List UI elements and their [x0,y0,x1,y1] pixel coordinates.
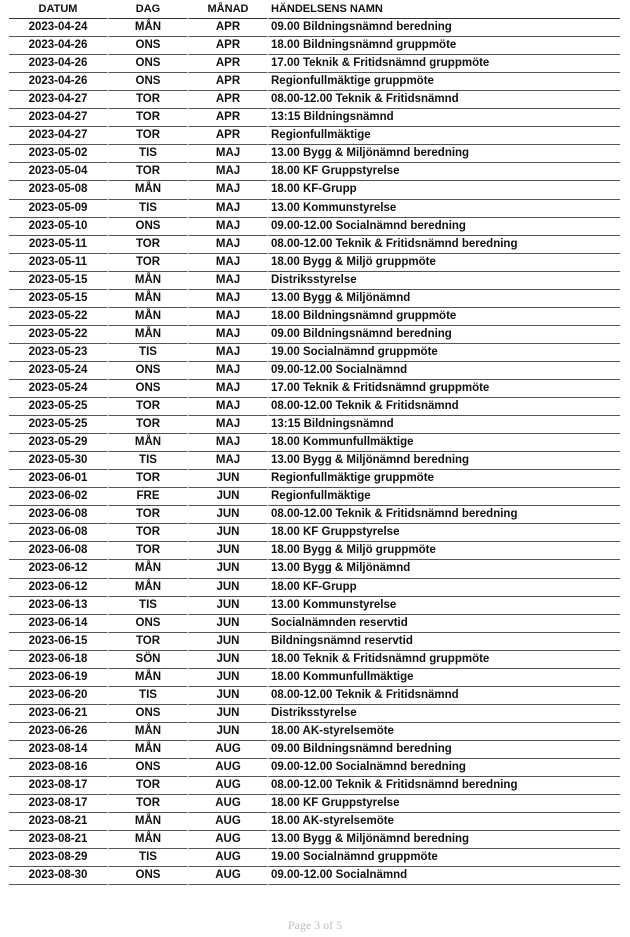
cell-month: JUN [187,542,267,560]
cell-event-name: 19.00 Socialnämnd gruppmöte [267,849,620,867]
cell-date: 2023-05-15 [9,272,107,290]
cell-day: TOR [107,91,187,109]
cell-event-name: 13:15 Bildningsnämnd [267,416,620,434]
cell-date: 2023-05-23 [9,344,107,362]
cell-date: 2023-05-11 [9,254,107,272]
cell-date: 2023-06-01 [9,470,107,488]
cell-event-name: 08.00-12.00 Teknik & Fritidsnämnd beredning [267,236,620,254]
table-row [9,91,620,109]
cell-day: TOR [107,109,187,127]
cell-month: APR [187,73,267,91]
cell-date: 2023-04-24 [9,19,107,37]
cell-date: 2023-04-26 [9,55,107,73]
cell-day: TIS [107,344,187,362]
cell-date: 2023-04-27 [9,91,107,109]
table-row [9,398,620,416]
cell-month: JUN [187,723,267,741]
cell-day: TIS [107,597,187,615]
cell-event-name: 18.00 Bygg & Miljö gruppmöte [267,542,620,560]
cell-event-name: 18.00 Kommunfullmäktige [267,669,620,687]
cell-event-name: Regionfullmäktige gruppmöte [267,73,620,91]
cell-date: 2023-06-02 [9,488,107,506]
column-header-month: MÅNAD [187,1,267,19]
cell-event-name: 17.00 Teknik & Fritidsnämnd gruppmöte [267,55,620,73]
cell-event-name: 09.00-12.00 Socialnämnd [267,362,620,380]
cell-date: 2023-06-14 [9,615,107,633]
calendar-page [9,1,620,885]
cell-date: 2023-08-30 [9,867,107,885]
cell-event-name: 08.00-12.00 Teknik & Fritidsnämnd [267,91,620,109]
cell-date: 2023-06-13 [9,597,107,615]
table-row [9,452,620,470]
cell-month: AUG [187,831,267,849]
cell-date: 2023-04-27 [9,109,107,127]
cell-event-name: 08.00-12.00 Teknik & Fritidsnämnd [267,398,620,416]
cell-day: MÅN [107,181,187,199]
cell-month: JUN [187,470,267,488]
cell-month: APR [187,55,267,73]
cell-day: TIS [107,687,187,705]
cell-date: 2023-05-29 [9,434,107,452]
cell-month: AUG [187,777,267,795]
cell-day: TOR [107,127,187,145]
cell-month: MAJ [187,362,267,380]
cell-month: MAJ [187,326,267,344]
table-row [9,597,620,615]
table-row [9,37,620,55]
table-row [9,19,620,37]
cell-month: MAJ [187,163,267,181]
cell-event-name: Regionfullmäktige gruppmöte [267,470,620,488]
cell-event-name: 18.00 Kommunfullmäktige [267,434,620,452]
cell-date: 2023-08-17 [9,777,107,795]
cell-month: MAJ [187,254,267,272]
cell-month: JUN [187,579,267,597]
cell-event-name: 18.00 Bildningsnämnd gruppmöte [267,308,620,326]
cell-date: 2023-08-21 [9,813,107,831]
cell-month: JUN [187,597,267,615]
cell-event-name: 08.00-12.00 Teknik & Fritidsnämnd [267,687,620,705]
cell-day: MÅN [107,723,187,741]
cell-day: TIS [107,200,187,218]
cell-month: AUG [187,849,267,867]
cell-day: ONS [107,380,187,398]
table-row [9,181,620,199]
cell-date: 2023-05-08 [9,181,107,199]
cell-month: MAJ [187,272,267,290]
cell-event-name: 18.00 KF Gruppstyrelse [267,524,620,542]
table-row [9,272,620,290]
cell-month: JUN [187,705,267,723]
cell-day: TOR [107,777,187,795]
cell-date: 2023-04-26 [9,73,107,91]
cell-date: 2023-06-21 [9,705,107,723]
cell-day: ONS [107,867,187,885]
table-row [9,326,620,344]
cell-event-name: 17.00 Teknik & Fritidsnämnd gruppmöte [267,380,620,398]
table-row [9,218,620,236]
cell-day: MÅN [107,669,187,687]
cell-day: TOR [107,470,187,488]
cell-month: JUN [187,633,267,651]
table-row [9,488,620,506]
table-header [9,1,620,19]
cell-date: 2023-08-21 [9,831,107,849]
cell-event-name: 18.00 AK-styrelsemöte [267,723,620,741]
cell-day: ONS [107,759,187,777]
cell-date: 2023-06-08 [9,506,107,524]
table-row [9,73,620,91]
cell-month: MAJ [187,434,267,452]
table-row [9,109,620,127]
column-header-event-name: HÄNDELSENS NAMN [267,1,620,19]
cell-month: JUN [187,560,267,578]
cell-day: ONS [107,705,187,723]
cell-month: MAJ [187,145,267,163]
cell-month: MAJ [187,218,267,236]
cell-month: AUG [187,759,267,777]
cell-month: APR [187,37,267,55]
cell-month: MAJ [187,308,267,326]
table-row [9,308,620,326]
table-row [9,741,620,759]
table-row [9,705,620,723]
table-row [9,831,620,849]
cell-date: 2023-08-29 [9,849,107,867]
cell-month: JUN [187,488,267,506]
cell-event-name: Bildningsnämnd reservtid [267,633,620,651]
cell-event-name: 13.00 Bygg & Miljönämnd beredning [267,145,620,163]
table-row [9,470,620,488]
cell-date: 2023-06-26 [9,723,107,741]
events-table [9,1,620,885]
cell-day: TIS [107,849,187,867]
cell-event-name: 18.00 Bygg & Miljö gruppmöte [267,254,620,272]
cell-day: MÅN [107,19,187,37]
cell-day: TOR [107,633,187,651]
cell-day: TOR [107,416,187,434]
cell-date: 2023-08-14 [9,741,107,759]
cell-day: TOR [107,236,187,254]
table-row [9,669,620,687]
cell-day: TOR [107,542,187,560]
cell-date: 2023-06-15 [9,633,107,651]
cell-event-name: 18.00 Teknik & Fritidsnämnd gruppmöte [267,651,620,669]
table-row [9,127,620,145]
cell-event-name: Socialnämnden reservtid [267,615,620,633]
cell-event-name: 18.00 KF Gruppstyrelse [267,163,620,181]
cell-event-name: 09.00 Bildningsnämnd beredning [267,741,620,759]
cell-event-name: 18.00 KF Gruppstyrelse [267,795,620,813]
cell-date: 2023-05-22 [9,326,107,344]
cell-day: ONS [107,362,187,380]
cell-event-name: 18.00 KF-Grupp [267,579,620,597]
cell-month: AUG [187,813,267,831]
cell-event-name: Distriksstyrelse [267,272,620,290]
page-number: Page 3 of 5 [287,918,343,932]
cell-event-name: 13:15 Bildningsnämnd [267,109,620,127]
cell-month: MAJ [187,290,267,308]
cell-event-name: 18.00 Bildningsnämnd gruppmöte [267,37,620,55]
cell-day: MÅN [107,326,187,344]
cell-month: MAJ [187,380,267,398]
cell-day: TOR [107,254,187,272]
table-row [9,795,620,813]
cell-event-name: 18.00 AK-styrelsemöte [267,813,620,831]
cell-month: JUN [187,506,267,524]
cell-day: MÅN [107,831,187,849]
cell-day: TIS [107,452,187,470]
cell-event-name: 13.00 Bygg & Miljönämnd beredning [267,452,620,470]
column-header-date: DATUM [9,1,107,19]
cell-month: MAJ [187,452,267,470]
cell-day: MÅN [107,560,187,578]
cell-day: TOR [107,398,187,416]
cell-event-name: Regionfullmäktige [267,127,620,145]
cell-event-name: 13.00 Bygg & Miljönämnd beredning [267,831,620,849]
table-row [9,687,620,705]
cell-day: MÅN [107,434,187,452]
cell-month: APR [187,127,267,145]
cell-day: ONS [107,37,187,55]
cell-date: 2023-05-25 [9,416,107,434]
table-row [9,542,620,560]
cell-event-name: 13.00 Kommunstyrelse [267,597,620,615]
table-row [9,813,620,831]
cell-day: MÅN [107,813,187,831]
cell-month: MAJ [187,344,267,362]
cell-day: ONS [107,73,187,91]
cell-day: MÅN [107,741,187,759]
table-row [9,759,620,777]
cell-month: APR [187,109,267,127]
table-row [9,560,620,578]
cell-event-name: 18.00 KF-Grupp [267,181,620,199]
cell-month: AUG [187,741,267,759]
table-body [9,19,620,885]
cell-date: 2023-04-27 [9,127,107,145]
cell-event-name: Distriksstyrelse [267,705,620,723]
cell-day: MÅN [107,272,187,290]
table-row [9,145,620,163]
cell-date: 2023-08-17 [9,795,107,813]
cell-date: 2023-06-08 [9,524,107,542]
cell-event-name: Regionfullmäktige [267,488,620,506]
cell-day: SÖN [107,651,187,669]
header-row [9,1,620,19]
cell-event-name: 09.00-12.00 Socialnämnd beredning [267,218,620,236]
cell-day: ONS [107,55,187,73]
cell-date: 2023-06-12 [9,560,107,578]
cell-date: 2023-04-26 [9,37,107,55]
cell-date: 2023-05-10 [9,218,107,236]
cell-month: MAJ [187,398,267,416]
cell-date: 2023-06-18 [9,651,107,669]
cell-event-name: 09.00-12.00 Socialnämnd beredning [267,759,620,777]
column-header-day: DAG [107,1,187,19]
cell-month: JUN [187,687,267,705]
cell-month: APR [187,91,267,109]
cell-date: 2023-05-22 [9,308,107,326]
cell-day: TOR [107,795,187,813]
cell-date: 2023-05-30 [9,452,107,470]
cell-month: JUN [187,651,267,669]
cell-month: JUN [187,524,267,542]
cell-date: 2023-05-04 [9,163,107,181]
table-row [9,524,620,542]
cell-month: JUN [187,669,267,687]
table-row [9,290,620,308]
cell-event-name: 13.00 Bygg & Miljönämnd [267,290,620,308]
cell-event-name: 08.00-12.00 Teknik & Fritidsnämnd beredning [267,777,620,795]
cell-day: ONS [107,615,187,633]
cell-date: 2023-05-15 [9,290,107,308]
cell-date: 2023-05-24 [9,362,107,380]
cell-date: 2023-05-09 [9,200,107,218]
cell-month: APR [187,19,267,37]
table-row [9,579,620,597]
cell-event-name: 08.00-12.00 Teknik & Fritidsnämnd beredning [267,506,620,524]
table-row [9,163,620,181]
cell-event-name: 19.00 Socialnämnd gruppmöte [267,344,620,362]
cell-event-name: 13.00 Bygg & Miljönämnd [267,560,620,578]
cell-date: 2023-06-12 [9,579,107,597]
cell-date: 2023-06-19 [9,669,107,687]
table-row [9,55,620,73]
table-row [9,200,620,218]
table-row [9,434,620,452]
cell-event-name: 09.00 Bildningsnämnd beredning [267,326,620,344]
cell-day: FRE [107,488,187,506]
cell-day: TOR [107,163,187,181]
cell-event-name: 13.00 Kommunstyrelse [267,200,620,218]
cell-month: MAJ [187,236,267,254]
table-row [9,651,620,669]
table-row [9,344,620,362]
cell-date: 2023-05-02 [9,145,107,163]
cell-date: 2023-08-16 [9,759,107,777]
table-row [9,254,620,272]
table-row [9,777,620,795]
cell-date: 2023-06-20 [9,687,107,705]
table-row [9,362,620,380]
cell-day: TOR [107,524,187,542]
cell-date: 2023-06-08 [9,542,107,560]
cell-day: MÅN [107,290,187,308]
cell-month: MAJ [187,181,267,199]
cell-day: TIS [107,145,187,163]
cell-date: 2023-05-24 [9,380,107,398]
cell-day: ONS [107,218,187,236]
table-row [9,380,620,398]
cell-date: 2023-05-25 [9,398,107,416]
cell-event-name: 09.00 Bildningsnämnd beredning [267,19,620,37]
cell-month: MAJ [187,416,267,434]
table-row [9,723,620,741]
cell-day: TOR [107,506,187,524]
cell-month: AUG [187,867,267,885]
cell-event-name: 09.00-12.00 Socialnämnd [267,867,620,885]
table-row [9,236,620,254]
cell-day: MÅN [107,308,187,326]
cell-date: 2023-05-11 [9,236,107,254]
table-row [9,867,620,885]
cell-month: AUG [187,795,267,813]
table-row [9,633,620,651]
table-row [9,849,620,867]
cell-month: MAJ [187,200,267,218]
table-row [9,416,620,434]
table-row [9,506,620,524]
cell-day: MÅN [107,579,187,597]
cell-month: JUN [187,615,267,633]
table-row [9,615,620,633]
